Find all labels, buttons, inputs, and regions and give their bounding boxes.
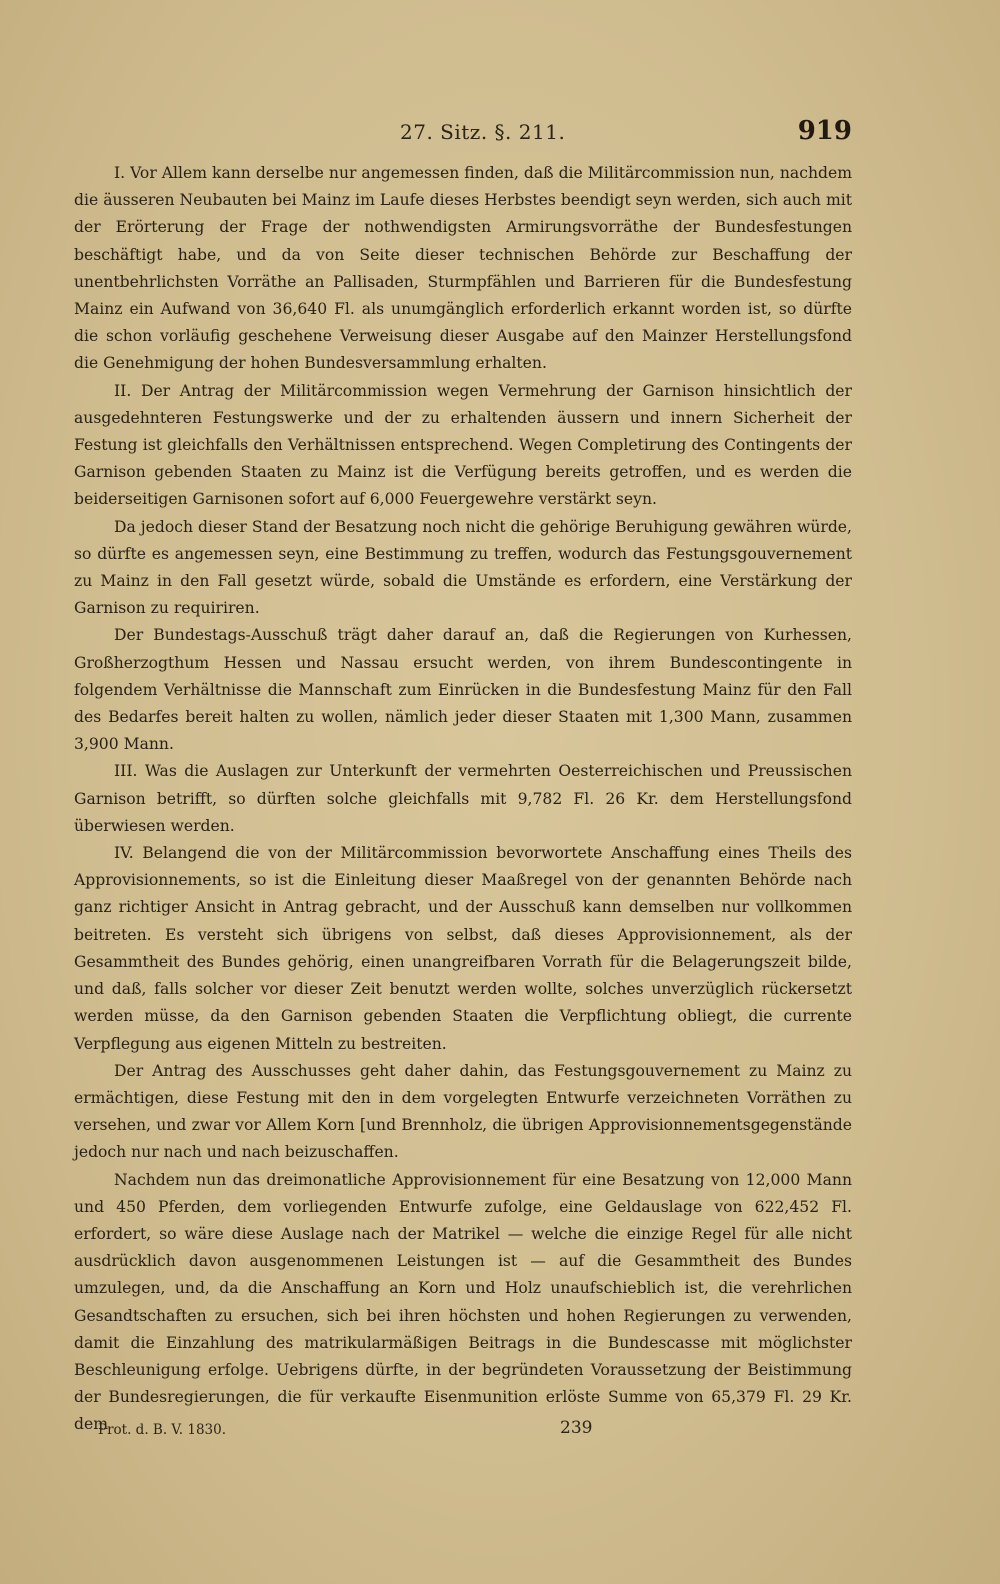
body-text — [74, 160, 852, 1439]
paragraph-2: II. Der Antrag der Militärcommission wegen Vermehrung der Garnison hinsichtlich der ausgedehnteren Festungswerke und der zu erhaltenden äussern und innern Sicherheit der Festung ist gleichfalls den Verhältnissen entsprechend. Wegen Completirung des Contingents der Garnison gebenden Staaten zu Mainz ist die Verfügung bereits getroffen, und es werden die beiderseitigen Garnisonen sofort auf 6,000 Feuergewehre verstärkt seyn. — [74, 381, 852, 509]
paragraph-8: Nachdem nun das dreimonatliche Approvisionnement für eine Besatzung von 12,000 Mann und 450 Pferden, dem vorliegenden Entwurfe zufolge, eine Geldauslage von 622,452 Fl. erfordert, so wäre diese Auslage nach der Matrikel — welche die einzige Regel für alle nicht ausdrücklich davon ausgenommenen Leistungen ist — auf die Gesammtheit des Bundes umzulegen, und, da die Anschaffung an Korn und Holz unaufschieblich ist, die verehrlichen Gesandtschaften zu ersuchen, sich bei ihren höchsten und hohen Regierungen zu verwenden, damit die Einzahlung des matrikularmäßigen Beitrags in die Bundescasse mit möglichster Beschleunigung erfolge. Uebrigens dürfte, in der begründeten Voraussetzung der Beistimmung der Bundesregierungen, die für verkaufte Eisenmunition erlöste Summe von 65,379 Fl. 29 Kr. dem — [74, 1170, 852, 1434]
paragraph-4: Der Bundestags-Ausschuß trägt daher darauf an, daß die Regierungen von Kurhessen, Großherzogthum Hessen und Nassau ersucht werden, von ihrem Bundescontingente in folgendem Verhältnisse die Mannschaft zum Einrücken in die Bundesfestung Mainz für den Fall des Bedarfes bereit halten zu wollen, nämlich jeder dieser Staaten mit 1,300 Mann, zusammen 3,900 Mann. — [74, 626, 852, 754]
page-footer — [0, 1418, 1000, 1448]
paragraph-3: Da jedoch dieser Stand der Besatzung noch nicht die gehörige Beruhigung gewähren würde, so dürfte es angemessen seyn, eine Bestimmung zu treffen, wodurch das Festungsgouvernement zu Mainz in den Fall gesetzt würde, sobald die Umstände es erfordern, eine Verstärkung der Garnison zu requiriren. — [74, 517, 852, 618]
running-head: 27. Sitz. §. 211. — [400, 120, 566, 144]
paragraph-5: III. Was die Auslagen zur Unterkunft der vermehrten Oesterreichischen und Preussischen Garnison betrifft, so dürften solche gleichfalls mit 9,782 Fl. 26 Kr. dem Herstellungsfond überwiesen werden. — [74, 762, 852, 835]
page-number: 919 — [797, 116, 852, 146]
paragraph-6: IV. Belangend die von der Militärcommission bevorwortete Anschaffung eines Theils des Approvisionnements, so ist die Einleitung dieser Maaßregel von der genannten Behörde nach ganz richtiger Ansicht in Antrag gebracht, und der Ausschuß kann demselben nur vollkommen beitreten. Es versteht sich übrigens von selbst, daß dieses Approvisionnement, als der Gesammtheit des Bundes gehörig, einen unangreifbaren Vorrath für die Belagerungszeit bilde, und daß, falls solcher vor dieser Zeit benutzt werden wollte, solches unverzüglich rückersetzt werden müsse, da den Garnison gebenden Staaten die Verpflichtung obliegt, die currente Verpflegung aus eigenen Mitteln zu bestreiten. — [74, 844, 852, 1053]
footer-source: Prot. d. B. V. 1830. — [98, 1422, 227, 1438]
paragraph-1: I. Vor Allem kann derselbe nur angemessen finden, daß die Militärcommission nun, nachdem die äusseren Neubauten bei Mainz im Laufe dieses Herbstes beendigt seyn werden, sich auch mit der Erörterung der Frage der nothwendigsten Armirungsvorräthe der Bundesfestungen beschäftigt habe, und da von Seite dieser technischen Behörde zur Beschaffung der unentbehrlichsten Vorräthe an Pallisaden, Sturmpfählen und Barrieren für die Bundesfestung Mainz ein Aufwand von 36,640 Fl. als unumgänglich erforderlich erkannt worden ist, so dürfte die schon vorläufig geschehene Verweisung dieser Ausgabe auf den Mainzer Herstellungsfond die Genehmigung der hohen Bundesversammlung erhalten. — [74, 164, 852, 373]
signature-mark: 239 — [560, 1418, 593, 1438]
paragraph-7: Der Antrag des Ausschusses geht daher dahin, das Festungsgouvernement zu Mainz zu ermächtigen, diese Festung mit den in dem vorgelegten Entwurfe verzeichneten Vorräthen zu versehen, und zwar vor Allem Korn [und Brennholz, die übrigen Approvisionnementsgegenstände jedoch nur nach und nach beizuschaffen. — [74, 1061, 852, 1162]
page-header — [0, 116, 1000, 156]
